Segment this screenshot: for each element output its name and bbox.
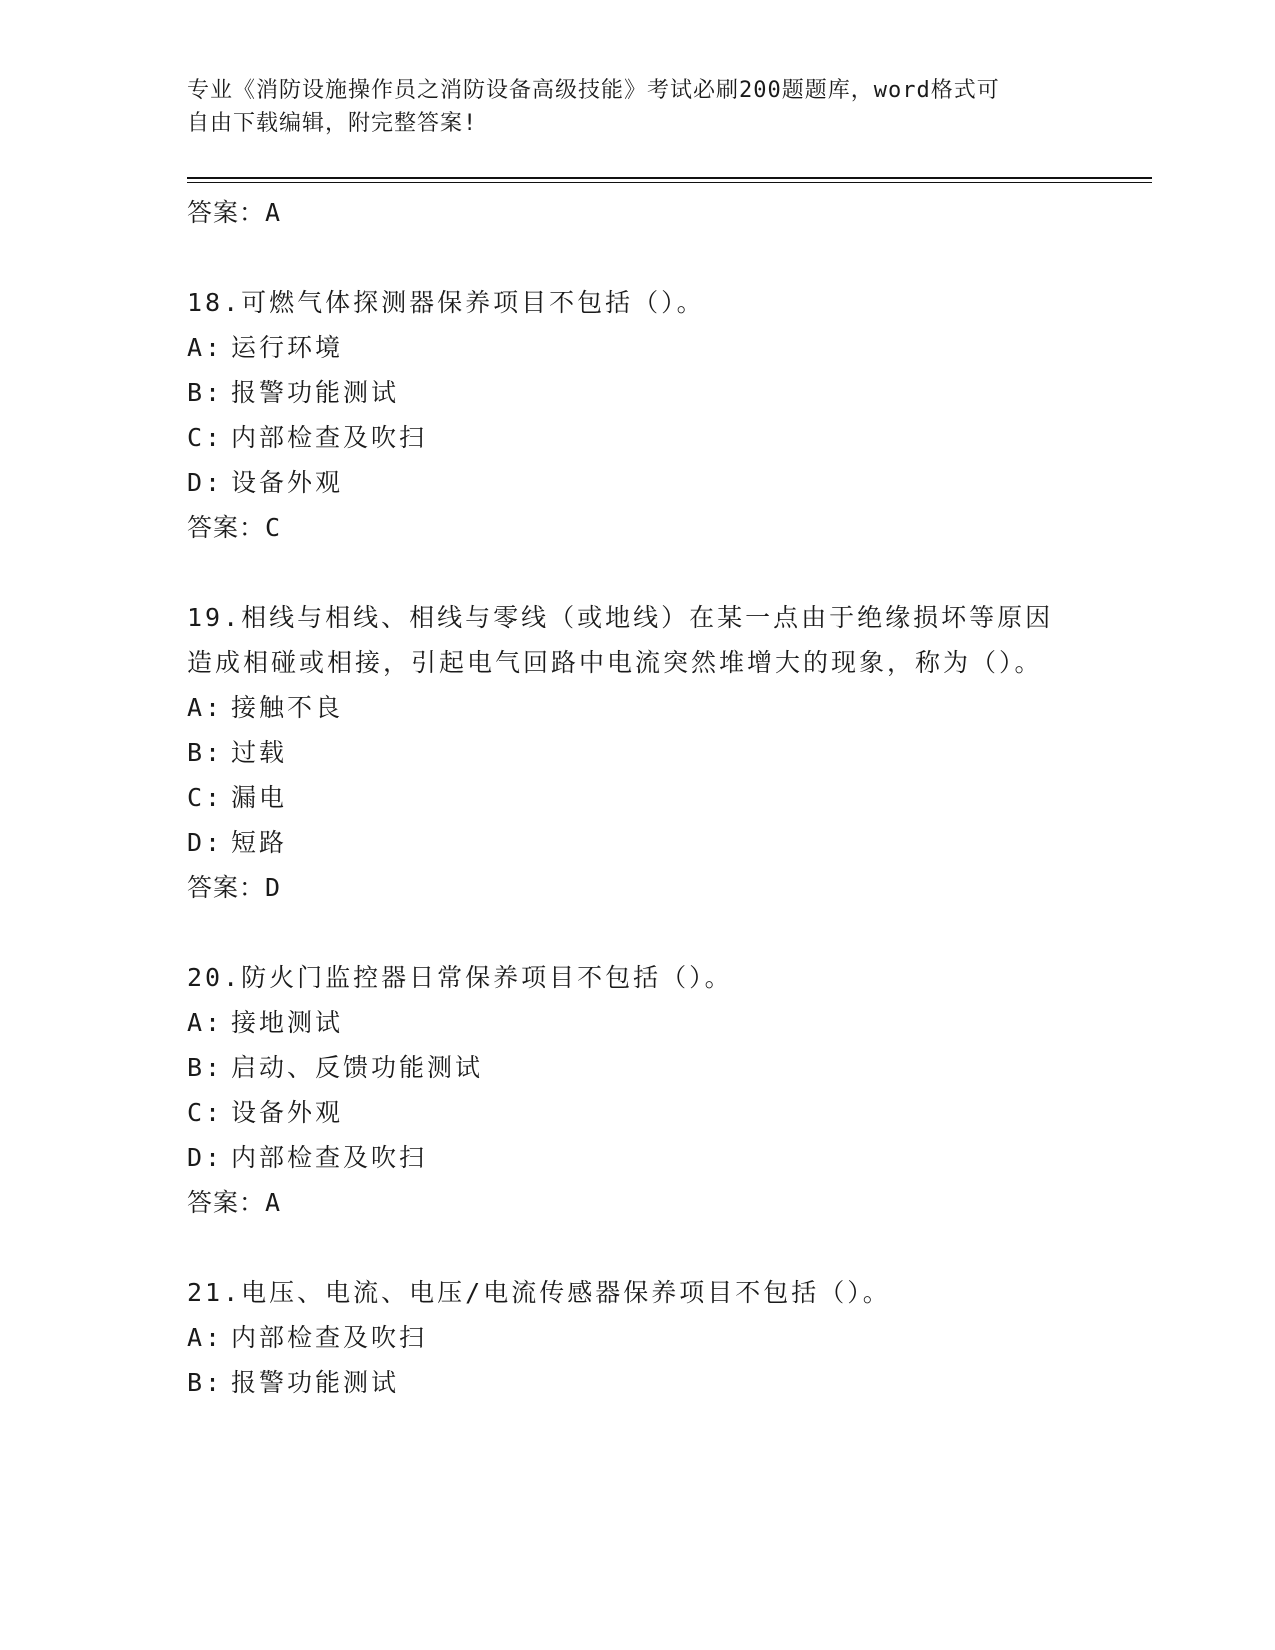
question-text: 18.可燃气体探测器保养项目不包括（）。 [187,288,705,317]
option-key: A: [187,1323,224,1352]
answer-value: D [265,873,282,902]
option-a [187,685,1087,730]
option-key: C: [187,1098,224,1127]
option-key: C: [187,783,224,812]
option-text: 过载 [231,738,288,767]
question-block [187,595,1087,910]
option-text: 短路 [231,828,288,857]
answer-value: A [265,1188,282,1217]
header-line-2: 自由下载编辑，附完整答案! [187,111,478,136]
option-key: B: [187,1368,224,1397]
option-b [187,370,1087,415]
option-c [187,1090,1087,1135]
option-key: A: [187,333,224,362]
option-d [187,820,1087,865]
answer-line [187,190,1087,235]
question-block [187,1270,1087,1405]
option-key: A: [187,693,224,722]
option-c [187,415,1087,460]
question-list [187,190,1087,1405]
option-key: A: [187,1008,224,1037]
spacer [187,910,1087,955]
question-text: 19.相线与相线、相线与零线（或地线）在某一点由于绝缘损坏等原因造成相碰或相接，引起电气回路中电流突然堆增大的现象，称为（）。 [187,603,1054,677]
answer-label: 答案： [187,198,266,227]
option-text: 设备外观 [231,468,344,497]
option-text: 运行环境 [231,333,344,362]
option-key: B: [187,1053,224,1082]
option-a [187,1000,1087,1045]
option-key: B: [187,378,224,407]
option-text: 设备外观 [231,1098,344,1127]
answer-line [187,865,1087,910]
option-b [187,730,1087,775]
answer-label: 答案： [187,513,266,542]
option-text: 内部检查及吹扫 [231,423,428,452]
option-c [187,775,1087,820]
question-block [187,280,1087,550]
option-b [187,1045,1087,1090]
option-d [187,1135,1087,1180]
spacer [187,235,1087,280]
option-text: 接触不良 [231,693,344,722]
answer-label: 答案： [187,1188,266,1217]
question-text: 20.防火门监控器日常保养项目不包括（）。 [187,963,733,992]
header-divider [187,177,1152,179]
option-text: 内部检查及吹扫 [231,1323,428,1352]
option-a [187,325,1087,370]
option-text: 报警功能测试 [231,1368,400,1397]
header-line-1: 专业《消防设施操作员之消防设备高级技能》考试必刷200题题库，word格式可 [187,78,1000,103]
answer-label: 答案： [187,873,266,902]
spacer [187,1225,1087,1270]
option-text: 内部检查及吹扫 [231,1143,428,1172]
option-key: D: [187,1143,224,1172]
question-block [187,955,1087,1225]
option-a [187,1315,1087,1360]
option-b [187,1360,1087,1405]
answer-value: C [265,513,282,542]
option-key: B: [187,738,224,767]
option-key: C: [187,423,224,452]
option-text: 启动、反馈功能测试 [231,1053,484,1082]
option-key: D: [187,828,224,857]
answer-line [187,1180,1087,1225]
option-text: 接地测试 [231,1008,344,1037]
answer-value: A [265,198,282,227]
option-d [187,460,1087,505]
spacer [187,550,1087,595]
option-key: D: [187,468,224,497]
answer-line [187,505,1087,550]
question-text: 21.电压、电流、电压/电流传感器保养项目不包括（）。 [187,1278,891,1307]
header-divider-thin [187,182,1152,183]
document-header [187,74,1067,140]
option-text: 报警功能测试 [231,378,400,407]
option-text: 漏电 [231,783,288,812]
